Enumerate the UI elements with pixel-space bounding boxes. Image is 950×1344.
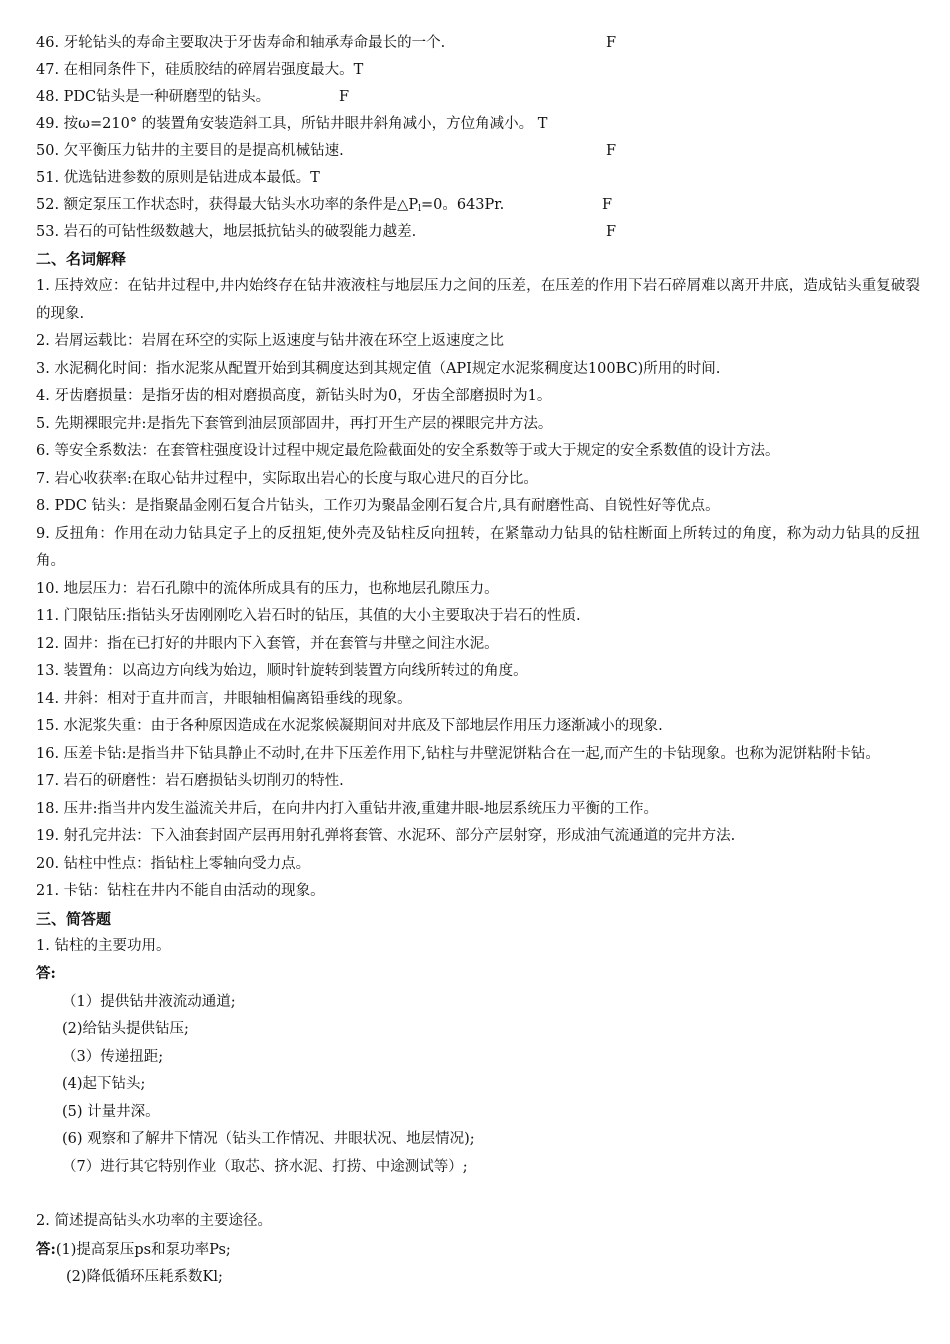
section-heading-terms: 二、名词解释: [36, 250, 127, 268]
term-definition: 20. 钻柱中性点：指钻柱上零轴向受力点。: [36, 855, 311, 872]
judge-item-49: 49. 按ω=210° 的装置角安装造斜工具，所钻井眼井斜角减小，方位角减小。 T: [36, 116, 548, 132]
document-page: [36, 30, 920, 1292]
answer-mark: F: [606, 35, 617, 51]
term-definition: 9. 反扭角：作用在动力钻具定子上的反扭矩,使外壳及钻柱反向扭转，在紧靠动力钻具的钻柱断面上所转过的角度，称为动力钻具的反扭角。: [36, 525, 920, 569]
term-definition: 13. 装置角：以高边方向线为始边，顺时针旋转到装置方向线所转过的角度。: [36, 663, 528, 679]
question-1: 1. 钻柱的主要功用。: [36, 937, 171, 954]
term-definition: 7. 岩心收获率:在取心钻井过程中，实际取出岩心的长度与取心进尺的百分比。: [36, 470, 538, 487]
term-definition: 1. 压持效应：在钻井过程中,井内始终存在钻井液液柱与地层压力之间的压差，在压差的作用下岩石碎屑难以离开井底，造成钻头重复破裂的现象.: [36, 278, 920, 322]
judge-item-48: 48. PDC钻头是一种研磨型的钻头。 F: [36, 84, 920, 111]
term-definition: 3. 水泥稠化时间：指水泥浆从配置开始到其稠度达到其规定值（API规定水泥浆稠度达100BC)所用的时间.: [36, 360, 721, 377]
term-definition: 12. 固井：指在已打好的井眼内下入套管，并在套管与井壁之间注水泥。: [36, 635, 499, 652]
judge-item-52: 52. 额定泵压工作状态时，获得最大钻头水功率的条件是$\triangle P_l=0$。643Pr. F: [36, 192, 920, 219]
answer-item: (4)起下钻头;: [62, 1076, 146, 1092]
answer-item: （3）传递扭距;: [62, 1048, 164, 1065]
term-definition: 11. 门限钻压:指钻头牙齿刚刚吃入岩石时的钻压，其值的大小主要取决于岩石的性质.: [36, 608, 581, 624]
term-definition: 15. 水泥浆失重：由于各种原因造成在水泥浆候凝期间对井底及下部地层作用压力逐渐减小的现象.: [36, 718, 663, 734]
answer-item: (6) 观察和了解井下情况（钻头工作情况、井眼状况、地层情况);: [62, 1131, 475, 1147]
judge-item-50: 50. 欠平衡压力钻井的主要目的是提高机械钻速. F: [36, 138, 920, 165]
answer-line: 答:(1)提高泵压ps和泵功率Ps;: [36, 1240, 231, 1258]
answer-item: （7）进行其它特别作业（取芯、挤水泥、打捞、中途测试等）;: [62, 1158, 468, 1175]
term-definition: 8. PDC 钻头：是指聚晶金刚石复合片钻头，工作刃为聚晶金刚石复合片,具有耐磨性高、自锐性好等优点。: [36, 498, 720, 514]
term-definition: 21. 卡钻：钻柱在井内不能自由活动的现象。: [36, 883, 325, 899]
term-definition: 5. 先期裸眼完井:是指先下套管到油层顶部固井，再打开生产层的裸眼完井方法。: [36, 415, 553, 432]
answer-item: (1)提高泵压ps和泵功率Ps;: [55, 1241, 231, 1258]
answer-item: (2)降低循环压耗系数Kl;: [66, 1269, 223, 1285]
judge-item-46: 46. 牙轮钻头的寿命主要取决于牙齿寿命和轴承寿命最长的一个. F: [36, 30, 920, 57]
section-heading-short-answer: 三、简答题: [36, 909, 112, 928]
answer-item: (5) 计量井深。: [62, 1103, 160, 1120]
term-definition: 6. 等安全系数法：在套管柱强度设计过程中规定最危险截面处的安全系数等于或大于规定的安全系数值的设计方法。: [36, 443, 780, 459]
judge-item-51: 51. 优选钻进参数的原则是钻进成本最低。T: [36, 170, 320, 186]
term-definition: 10. 地层压力：岩石孔隙中的流体所成具有的压力，也称地层孔隙压力。: [36, 580, 499, 597]
answer-mark: F: [602, 197, 613, 213]
answer-item: (2)给钻头提供钻压;: [62, 1021, 189, 1037]
term-definition: 18. 压井:指当井内发生溢流关井后，在向井内打入重钻井液,重建井眼-地层系统压力平衡的工作。: [36, 800, 659, 817]
judge-item-47: 47. 在相同条件下，硅质胶结的碎屑岩强度最大。T: [36, 62, 364, 78]
term-definition: 4. 牙齿磨损量：是指牙齿的相对磨损高度，新钻头时为0，牙齿全部磨损时为1。: [36, 388, 552, 404]
term-definition: 16. 压差卡钻:是指当井下钻具静止不动时,在井下压差作用下,钻柱与井壁泥饼粘合在一起,而产生的卡钻现象。也称为泥饼粘附卡钻。: [36, 745, 880, 762]
answer-mark: F: [606, 224, 617, 240]
answer-item: （1）提供钻井液流动通道;: [62, 993, 236, 1010]
term-definition: 17. 岩石的研磨性：岩石磨损钻头切削刃的特性.: [36, 773, 344, 789]
term-definition: 2. 岩屑运载比：岩屑在环空的实际上返速度与钻井液在环空上返速度之比: [36, 333, 504, 349]
answer-label: 答:: [36, 965, 56, 982]
answer-mark: F: [339, 89, 350, 105]
answer-mark: F: [606, 143, 617, 159]
term-definition: 19. 射孔完井法：下入油套封固产层再用射孔弹将套管、水泥环、部分产层射穿，形成油气流通道的完井方法.: [36, 828, 736, 844]
question-2: 2. 简述提高钻头水功率的主要途径。: [36, 1213, 272, 1229]
judge-item-53: 53. 岩石的可钻性级数越大，地层抵抗钻头的破裂能力越差. F: [36, 219, 920, 246]
term-definition: 14. 井斜：相对于直井而言，井眼轴相偏离铅垂线的现象。: [36, 690, 412, 707]
